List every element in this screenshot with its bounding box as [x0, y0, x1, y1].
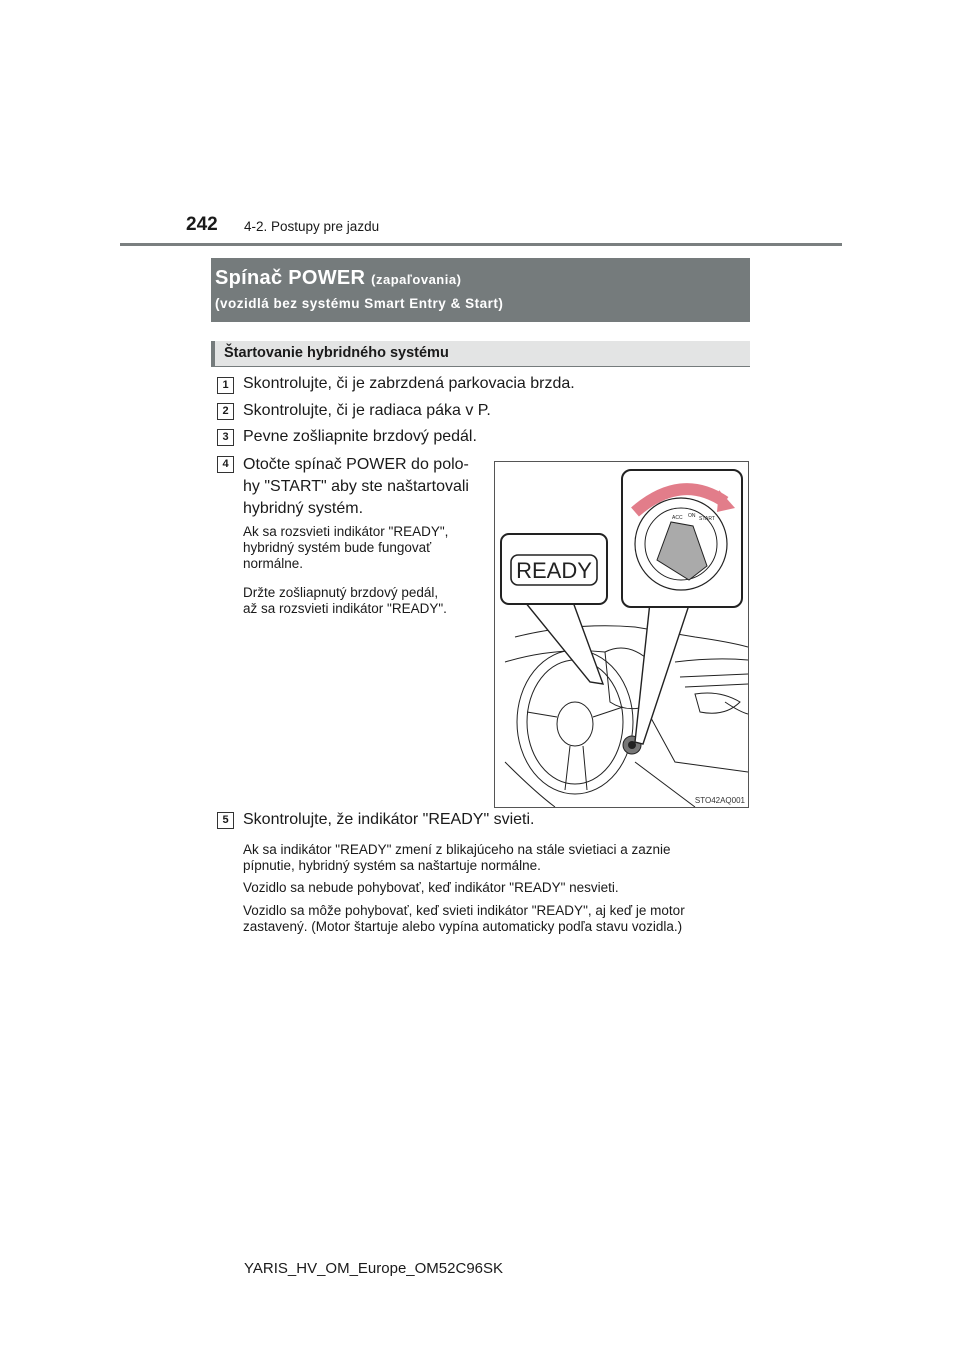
step-text-5: Skontrolujte, že indikátor "READY" svieti. — [243, 811, 535, 828]
step-text-4 — [243, 454, 469, 520]
note-line: pípnutie, hybridný systém sa naštartuje normálne. — [243, 858, 541, 873]
note-line: normálne. — [243, 556, 304, 571]
header-rule — [120, 243, 842, 246]
page-subtitle: (vozidlá bez systému Smart Entry & Start) — [215, 296, 504, 311]
document-id: YARIS_HV_OM_Europe_OM52C96SK — [244, 1260, 504, 1277]
illustration-code: STO42AQ001 — [694, 796, 745, 805]
step-text-4-line: Otočte spínač POWER do polo- — [243, 456, 469, 473]
note-line: až sa rozsvieti indikátor "READY". — [243, 601, 447, 616]
note-line: Vozidlo sa nebude pohybovať, keď indikátor "READY" nesvieti. — [243, 880, 619, 895]
title-suffix: (zapaľovania) — [371, 272, 462, 287]
step-number-4: 4 — [217, 456, 234, 473]
title-band — [211, 258, 750, 322]
step-number-3: 3 — [217, 429, 234, 446]
page-number: 242 — [186, 214, 218, 235]
title-main: Spínač POWER — [215, 267, 372, 289]
note-line: Držte zošliapnutý brzdový pedál, — [243, 585, 439, 600]
note-line: zastavený. (Motor štartuje alebo vypína automaticky podľa stavu vozidla.) — [243, 919, 683, 934]
dashboard-illustration — [495, 462, 748, 807]
key-label-start: START — [699, 516, 715, 522]
step-5-note-2 — [243, 880, 619, 896]
step-number-5: 5 — [217, 812, 234, 829]
step-number-1: 1 — [217, 377, 234, 394]
step-text-4-line: hybridný systém. — [243, 500, 364, 517]
note-line: Ak sa rozsvieti indikátor "READY", — [243, 524, 449, 539]
step-4-note-1 — [243, 524, 448, 572]
key-label-on: ON — [688, 513, 696, 519]
note-line: Vozidlo sa môže pohybovať, keď svieti indikátor "READY", aj keď je motor — [243, 903, 685, 918]
step-5-note-1 — [243, 842, 671, 874]
step-5-note-3 — [243, 903, 685, 935]
note-line: hybridný systém bude fungovať — [243, 540, 432, 555]
step-text-2: Skontrolujte, či je radiaca páka v P. — [243, 402, 491, 419]
section-label: 4-2. Postupy pre jazdu — [244, 219, 380, 234]
subsection-band — [211, 341, 750, 367]
page-title — [215, 267, 461, 290]
step-text-4-line: hy "START" aby ste naštartovali — [243, 478, 469, 495]
ready-indicator-label: READY — [516, 558, 592, 583]
step-text-3: Pevne zošliapnite brzdový pedál. — [243, 428, 477, 445]
note-line: Ak sa indikátor "READY" zmení z blikajúceho na stále svietiaci a zaznie — [243, 842, 671, 857]
step-number-2: 2 — [217, 403, 234, 420]
subsection-title: Štartovanie hybridného systému — [224, 345, 449, 361]
step-text-1: Skontrolujte, či je zabrzdená parkovacia brzda. — [243, 375, 575, 392]
step-4-note-2 — [243, 585, 447, 617]
illustration — [494, 461, 749, 808]
key-label-acc: ACC — [672, 515, 683, 521]
